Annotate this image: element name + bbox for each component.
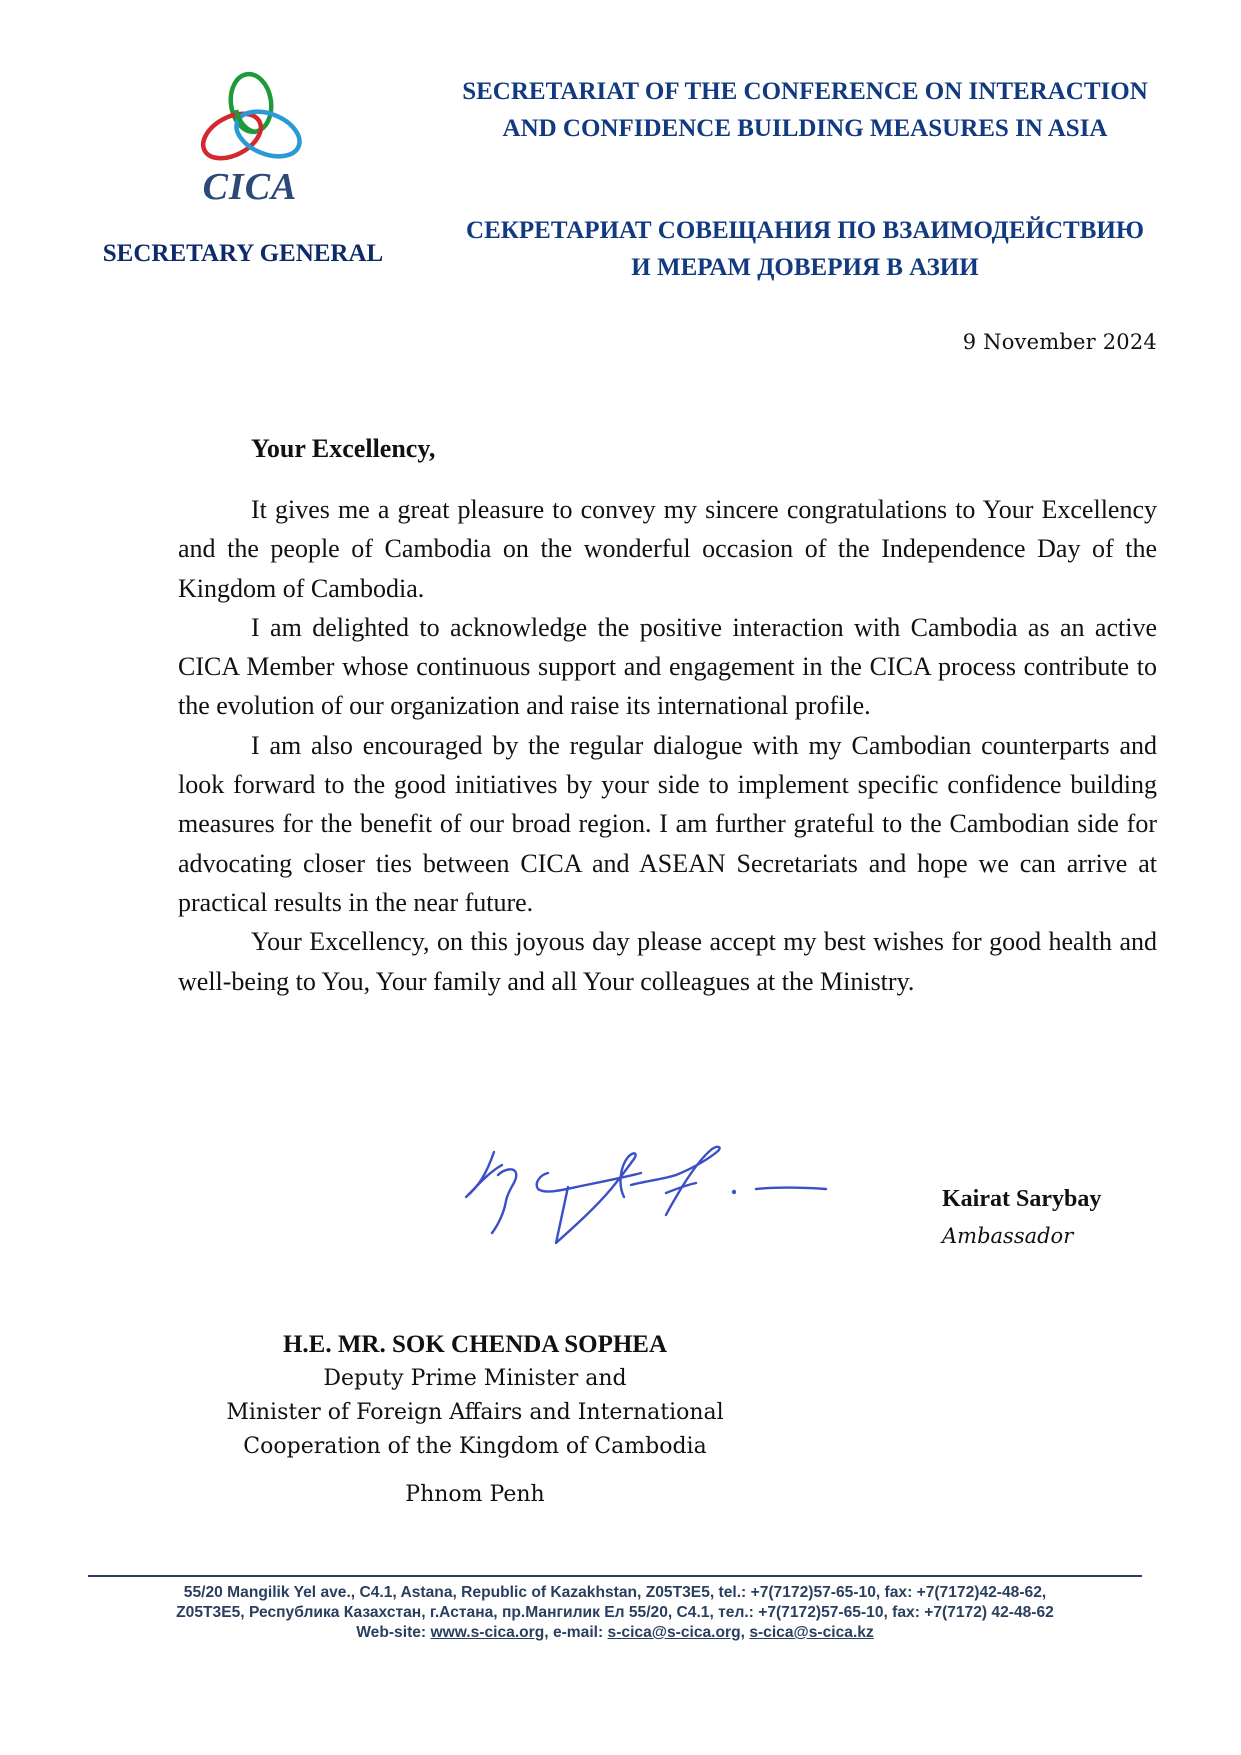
addressee-name: H.E. MR. SOK CHENDA SOPHEA bbox=[282, 1331, 668, 1358]
org-name-ru-line2: И МЕРАМ ДОВЕРИЯ В АЗИИ bbox=[631, 254, 979, 281]
addressee-position-line1: Deputy Prime Minister and bbox=[323, 1366, 627, 1391]
body-paragraph: Your Excellency, on this joyous day please accept my best wishes for good health and well-being to You, Your family and all Your colleagues at the Ministry. bbox=[178, 927, 1157, 996]
footer-address-russian: Z05T3E5, Республика Казахстан, г.Астана, пр.Мангилик Ел 55/20, C4.1, тел.: +7(7172)57-65-10, fax: +7(7172) 42-48-62 bbox=[176, 1604, 1054, 1621]
addressee-position-line2: Minister of Foreign Affairs and International bbox=[226, 1400, 724, 1425]
email-label: , e-mail: bbox=[544, 1624, 608, 1641]
cica-logo-icon bbox=[196, 70, 306, 165]
addressee-position-line3: Cooperation of the Kingdom of Cambodia bbox=[243, 1434, 707, 1459]
footer-address-english: 55/20 Mangilik Yel ave., C4.1, Astana, Republic of Kazakhstan, Z05T3E5, tel.: +7(7172)57-65-10, fax: +7(7172)42-48-62, bbox=[183, 1584, 1047, 1601]
letter-body bbox=[178, 490, 1157, 1001]
letter-date: 9 November 2024 bbox=[962, 330, 1157, 354]
body-paragraph: I am also encouraged by the regular dialogue with my Cambodian counterparts and look forward to the good initiatives by your side to implement specific confidence building measures for the benefit of our broad region. I am further grateful to the Cambodian side for advocating closer ties between CICA and ASEAN Secretariats and hope we can arrive at practical results in the near future. bbox=[178, 730, 1157, 917]
org-name-russian bbox=[420, 212, 1190, 286]
addressee-block bbox=[175, 1328, 775, 1512]
website-label: Web-site: bbox=[356, 1624, 431, 1641]
signer-name: Kairat Sarybay bbox=[942, 1186, 1102, 1212]
email-link-kz[interactable]: s-cica@s-cica.kz bbox=[749, 1624, 874, 1641]
body-paragraph: I am delighted to acknowledge the positive interaction with Cambodia as an active CICA Member whose continuous support and engagement in the CICA process contribute to the evolution of our organization and raise its international profile. bbox=[178, 612, 1157, 721]
website-link[interactable]: www.s-cica.org bbox=[430, 1624, 545, 1641]
letter-footer bbox=[80, 1575, 1150, 1643]
addressee-city: Phnom Penh bbox=[405, 1482, 545, 1507]
email-separator: , bbox=[740, 1624, 750, 1641]
salutation: Your Excellency, bbox=[251, 434, 436, 463]
handwritten-signature-icon bbox=[456, 1125, 876, 1260]
footer-divider bbox=[88, 1575, 1142, 1577]
org-name-en-line1: SECRETARIAT OF THE CONFERENCE ON INTERACTION bbox=[462, 78, 1148, 105]
body-paragraph: It gives me a great pleasure to convey my sincere congratulations to Your Excellency and the people of Cambodia on the wonderful occasion of the Independence Day of the Kingdom of Cambodia. bbox=[178, 495, 1157, 603]
cica-wordmark: CICA bbox=[202, 166, 298, 208]
secretary-general-label: SECRETARY GENERAL bbox=[102, 240, 384, 267]
org-name-en-line2: AND CONFIDENCE BUILDING MEASURES IN ASIA bbox=[502, 115, 1108, 142]
email-link-org[interactable]: s-cica@s-cica.org bbox=[607, 1624, 741, 1641]
footer-contacts bbox=[80, 1623, 1150, 1643]
org-name-english bbox=[420, 73, 1190, 147]
org-name-ru-line1: СЕКРЕТАРИАТ СОВЕЩАНИЯ ПО ВЗАИМОДЕЙСТВИЮ bbox=[466, 217, 1144, 244]
signer-title: Ambassador bbox=[942, 1224, 1074, 1248]
